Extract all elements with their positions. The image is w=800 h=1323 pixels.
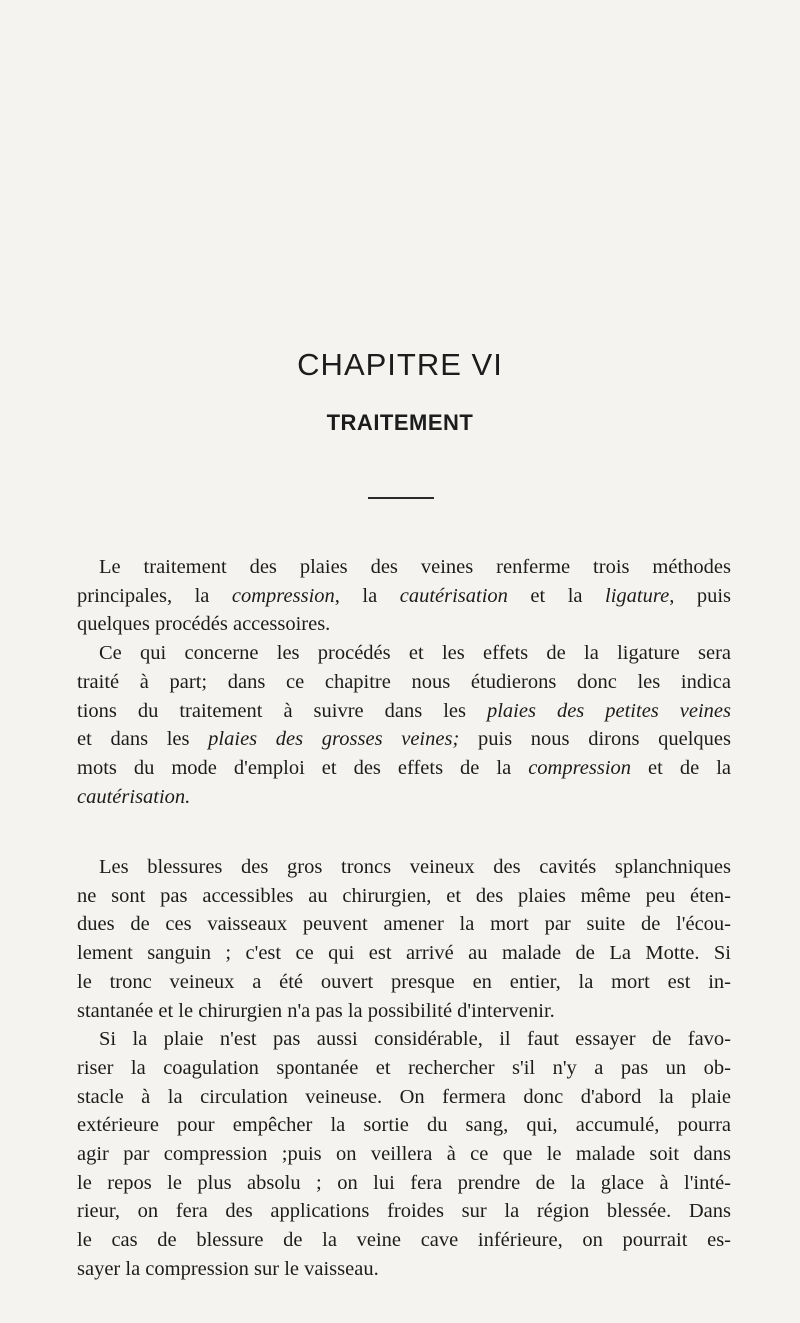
text-line: quelques procédés accessoires.	[77, 613, 331, 636]
emphasis-cauterisation: cautérisation	[399, 584, 508, 607]
emphasis-ligature: ligature	[605, 584, 670, 607]
text-line: stacle à la circulation veineuse. On fermera donc d'abord la plaie	[77, 1085, 731, 1108]
text-line: et dans les plaies des grosses veines; puis nous dirons quelques	[77, 728, 731, 751]
emphasis-small-veins: plaies des petites veines	[486, 699, 731, 722]
text-line	[77, 783, 731, 812]
text-block-intro	[77, 553, 731, 811]
text-line: sayer la compression sur le vaisseau.	[77, 1257, 379, 1280]
text-line: riser la coagulation spontanée et rechercher s'il n'y a pas un ob-	[77, 1056, 731, 1079]
emphasis-large-veins: plaies des grosses veines;	[208, 728, 460, 751]
separator-rule	[368, 497, 434, 499]
text-line: agir par compression ;puis on veillera à ce que le malade soit dans	[77, 1143, 731, 1166]
text-line: tions du traitement à suivre dans les plaies des petites veines	[77, 699, 731, 722]
paragraph-treatment	[77, 1025, 731, 1283]
text-line: rieur, on fera des applications froides sur la région blessée. Dans	[77, 1200, 731, 1223]
text-block-wounds	[77, 853, 731, 1284]
emphasis-cauterisation: cautérisation.	[77, 785, 191, 808]
text-line: Ce qui concerne les procédés et les effets de la ligature sera	[99, 642, 731, 665]
text-line: Les blessures des gros troncs veineux des cavités splanchniques	[99, 856, 731, 878]
emphasis-compression: compression	[528, 756, 632, 779]
text-line: le repos le plus absolu ; on lui fera prendre de la glace à l'inté-	[77, 1171, 731, 1194]
text-line: le cas de blessure de la veine cave inférieure, on pourrait es-	[77, 1229, 731, 1252]
text-line: Si la plaie n'est pas aussi considérable, il faut essayer de favo-	[99, 1028, 731, 1051]
chapter-title: CHAPITRE VI	[297, 347, 503, 382]
text-line: ne sont pas accessibles au chirurgien, et des plaies même peu éten-	[77, 884, 731, 907]
text-line: dues de ces vaisseaux peuvent amener la mort par suite de l'écou-	[77, 913, 731, 936]
paragraph-large-trunks	[77, 853, 731, 1025]
text-line: traité à part; dans ce chapitre nous étudierons donc les indica	[77, 670, 731, 693]
paragraph-methods	[77, 553, 731, 639]
emphasis-compression: compression	[231, 584, 335, 607]
text-line: lement sanguin ; c'est ce qui est arrivé au malade de La Motte. Si	[77, 942, 731, 965]
section-title: TRAITEMENT	[326, 410, 474, 435]
paragraph-scope	[77, 639, 731, 811]
text-line: stantanée et le chirurgien n'a pas la possibilité d'intervenir.	[77, 999, 555, 1022]
text-line: principales, la compression, la cautérisation et la ligature, puis	[77, 584, 731, 607]
text-line: mots du mode d'emploi et des effets de la compression et de la	[77, 756, 731, 779]
text-line: Le traitement des plaies des veines renferme trois méthodes	[99, 556, 731, 578]
text-line: le tronc veineux a été ouvert presque en entier, la mort est in-	[77, 970, 731, 993]
text-line: extérieure pour empêcher la sortie du sang, qui, accumulé, pourra	[77, 1114, 731, 1137]
